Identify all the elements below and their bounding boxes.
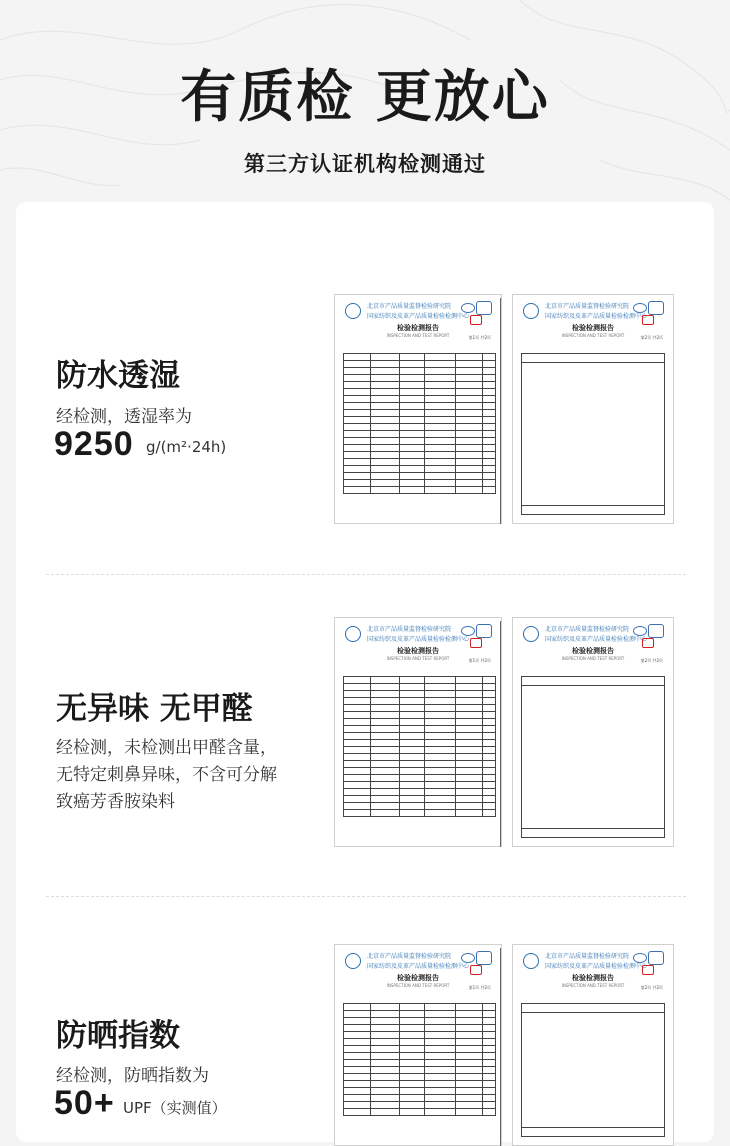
report-table xyxy=(343,353,496,494)
test-report-page xyxy=(334,944,502,1146)
report-title: 检验检测报告 xyxy=(397,324,439,332)
report-title-en: INSPECTION AND TEST REPORT xyxy=(386,333,450,338)
section-desc-line: 致癌芳香胺染料 xyxy=(56,792,175,812)
institute-logo-icon xyxy=(345,953,361,969)
report-title-en: INSPECTION AND TEST REPORT xyxy=(386,983,450,988)
report-title: 检验检测报告 xyxy=(572,647,614,655)
report-title-en: INSPECTION AND TEST REPORT xyxy=(561,333,625,338)
institute-name: 北京市产品质量监督检验研究院 xyxy=(545,626,630,633)
report-title: 检验检测报告 xyxy=(572,324,614,332)
center-name: 国家纺织及皮革产品质量检验检测中心 xyxy=(367,963,470,970)
test-report-page xyxy=(512,944,674,1146)
center-name: 国家纺织及皮革产品质量检验检测中心 xyxy=(367,313,470,320)
report-page-number: 第2页 共2页 xyxy=(640,985,663,990)
test-report-page xyxy=(334,294,502,524)
report-title: 检验检测报告 xyxy=(397,974,439,982)
page-fold-line xyxy=(500,948,501,1146)
report-table xyxy=(343,1003,496,1116)
highlight-value: 50+ xyxy=(54,1084,115,1122)
report-frame xyxy=(521,676,665,838)
page-subtitle: 第三方认证机构检测通过 xyxy=(244,152,486,176)
report-page-number: 第2页 共2页 xyxy=(640,658,663,663)
institute-name: 北京市产品质量监督检验研究院 xyxy=(545,953,630,960)
center-name: 国家纺织及皮革产品质量检验检测中心 xyxy=(545,963,648,970)
report-frame xyxy=(521,1003,665,1137)
certification-badges-icon xyxy=(461,301,491,323)
report-table xyxy=(343,676,496,817)
section-title: 防晒指数 xyxy=(56,1018,180,1054)
center-name: 国家纺织及皮革产品质量检验检测中心 xyxy=(545,313,648,320)
section-desc-line: 经检测，透湿率为 xyxy=(56,407,192,427)
report-page-number: 第1页 共2页 xyxy=(468,985,491,990)
institute-name: 北京市产品质量监督检验研究院 xyxy=(367,626,452,633)
report-page-number: 第2页 共2页 xyxy=(640,335,663,340)
report-frame xyxy=(521,353,665,515)
report-page-number: 第1页 共2页 xyxy=(468,658,491,663)
test-report-page xyxy=(512,617,674,847)
section-title: 无异味 无甲醛 xyxy=(56,691,253,727)
certification-badges-icon xyxy=(633,301,663,323)
test-report-page xyxy=(334,617,502,847)
report-title-en: INSPECTION AND TEST REPORT xyxy=(386,656,450,661)
institute-logo-icon xyxy=(523,303,539,319)
highlight-unit: UPF（实测值） xyxy=(123,1099,227,1117)
report-title: 检验检测报告 xyxy=(397,647,439,655)
institute-logo-icon xyxy=(523,626,539,642)
institute-name: 北京市产品质量监督检验研究院 xyxy=(545,303,630,310)
institute-logo-icon xyxy=(345,303,361,319)
institute-logo-icon xyxy=(345,626,361,642)
page-fold-line xyxy=(500,621,501,847)
certification-badges-icon xyxy=(461,624,491,646)
page-title: 有质检 更放心 xyxy=(180,65,550,130)
institute-name: 北京市产品质量监督检验研究院 xyxy=(367,303,452,310)
highlight-unit: g/(m²·24h) xyxy=(146,438,227,456)
certification-badges-icon xyxy=(461,951,491,973)
hero-banner xyxy=(0,0,730,200)
section-desc-line: 经检测，未检测出甲醛含量， xyxy=(56,738,277,758)
institute-logo-icon xyxy=(523,953,539,969)
section-title: 防水透湿 xyxy=(56,358,180,394)
section-desc-line: 无特定刺鼻异味，不含可分解 xyxy=(56,765,277,785)
certification-badges-icon xyxy=(633,951,663,973)
center-name: 国家纺织及皮革产品质量检验检测中心 xyxy=(545,636,648,643)
report-title-en: INSPECTION AND TEST REPORT xyxy=(561,983,625,988)
report-title-en: INSPECTION AND TEST REPORT xyxy=(561,656,625,661)
section-divider xyxy=(46,574,686,575)
test-report-page xyxy=(512,294,674,524)
report-page-number: 第1页 共2页 xyxy=(468,335,491,340)
certification-badges-icon xyxy=(633,624,663,646)
section-desc-line: 经检测，防晒指数为 xyxy=(56,1066,209,1086)
center-name: 国家纺织及皮革产品质量检验检测中心 xyxy=(367,636,470,643)
highlight-value: 9250 xyxy=(54,425,134,463)
institute-name: 北京市产品质量监督检验研究院 xyxy=(367,953,452,960)
report-title: 检验检测报告 xyxy=(572,974,614,982)
section-divider xyxy=(46,896,686,897)
page-fold-line xyxy=(500,298,501,524)
